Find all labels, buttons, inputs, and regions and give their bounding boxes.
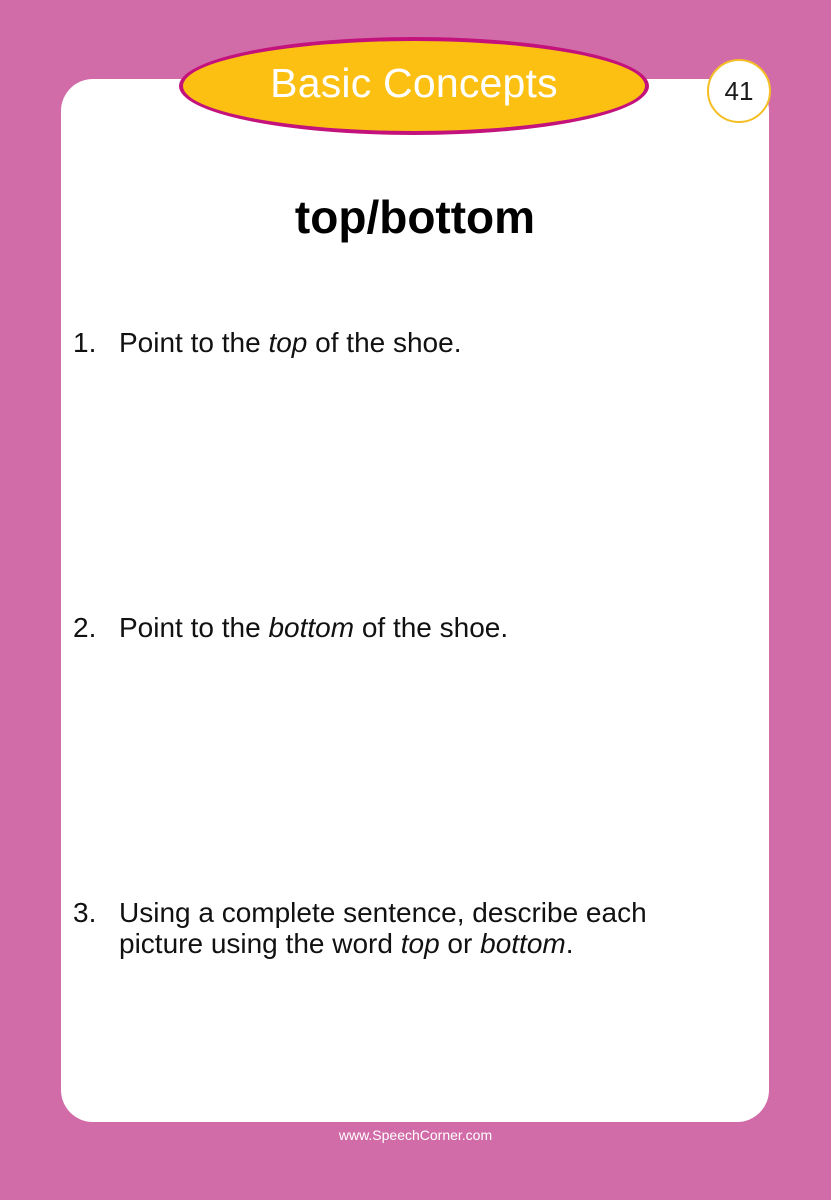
list-item bbox=[73, 327, 733, 358]
item-text-pre: Using a complete sentence, describe each picture using the word bbox=[119, 897, 647, 959]
item-emphasis: top bbox=[400, 928, 440, 959]
item-number: 3. bbox=[73, 897, 97, 928]
list-item bbox=[73, 612, 733, 643]
item-number: 1. bbox=[73, 327, 97, 358]
item-text-post: . bbox=[565, 928, 574, 959]
item-text bbox=[119, 612, 733, 643]
item-text-post: of the shoe. bbox=[354, 612, 509, 643]
item-emphasis: top bbox=[268, 327, 308, 358]
page-title: top/bottom bbox=[294, 191, 536, 243]
list-item bbox=[73, 897, 733, 959]
item-text-pre: Point to the bbox=[119, 327, 269, 358]
item-text bbox=[119, 327, 733, 358]
item-emphasis: bottom bbox=[268, 612, 355, 643]
item-text-post: of the shoe. bbox=[307, 327, 462, 358]
page-number-badge: 41 bbox=[707, 59, 771, 123]
item-text-pre: Point to the bbox=[119, 612, 269, 643]
footer-url: www.SpeechCorner.com bbox=[338, 1127, 493, 1143]
section-banner bbox=[179, 37, 649, 135]
item-text bbox=[119, 897, 733, 959]
banner-title: Basic Concepts bbox=[270, 59, 558, 106]
item-emphasis-2: bottom bbox=[480, 928, 566, 959]
item-text-mid: or bbox=[439, 928, 481, 959]
item-number: 2. bbox=[73, 612, 97, 643]
